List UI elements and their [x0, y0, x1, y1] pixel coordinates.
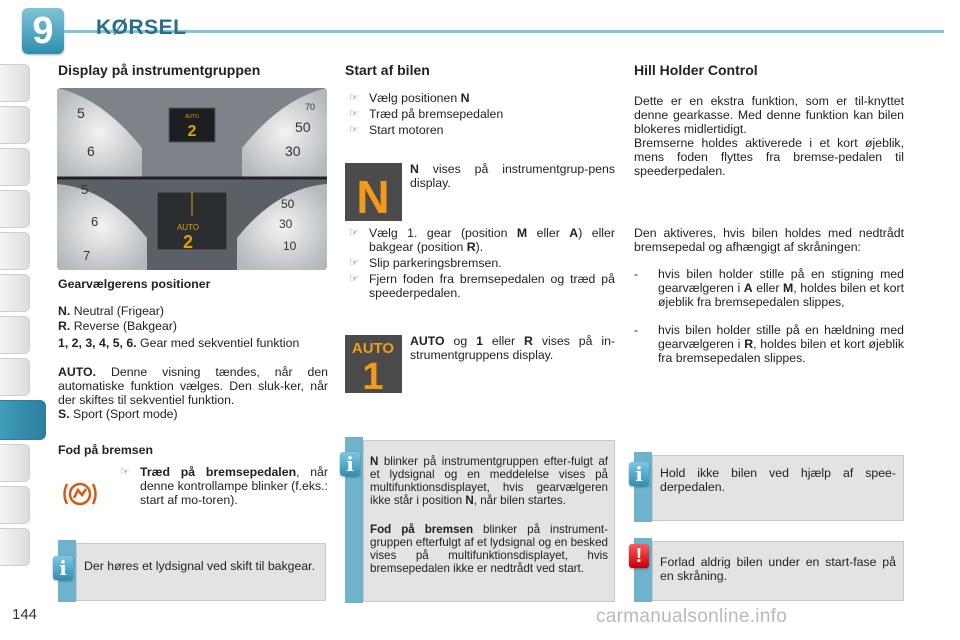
gauge-top-auto-label: AUTO: [185, 114, 199, 120]
start-step-1: [345, 91, 615, 105]
tick-6: 6: [87, 143, 95, 159]
start-step-4: [345, 226, 615, 254]
instrument-cluster-illustration: [57, 88, 327, 270]
pointer-hand-icon: ☞: [120, 466, 130, 478]
info-start-p1: [370, 455, 608, 507]
position-desc: Gear med sekventiel funktion: [140, 336, 300, 350]
warning-hill-text: Forlad aldrig bilen under en start-fase på en skråning.: [660, 555, 896, 583]
pointer-hand-icon: ☞: [349, 273, 359, 285]
position-desc: Reverse (Bakgear): [73, 319, 177, 333]
info-start-p2: [370, 523, 608, 575]
position-desc: Neutral (Frigear): [73, 304, 164, 318]
dash-text-a: hvis bilen holder stille på en hældning med gearvælgeren i: [658, 323, 904, 351]
auto-text-2: eller: [482, 334, 525, 348]
r-bold: R: [524, 334, 533, 348]
position-key: S.: [58, 407, 70, 421]
position-n: [58, 305, 328, 319]
section-title-hill-holder: Hill Holder Control: [634, 62, 758, 78]
side-tab-1[interactable]: [0, 64, 30, 102]
hill-holder-dash-2: [634, 324, 904, 365]
n-icon-letter: N: [356, 171, 390, 221]
dash-bold-r: R: [744, 336, 754, 351]
side-tab-11[interactable]: [0, 486, 30, 524]
dash-text-b: eller: [752, 280, 784, 295]
position-sequential: [58, 337, 328, 351]
brake-bullet-bold: Træd på bremsepedalen: [140, 465, 297, 479]
info-icon: i: [53, 556, 73, 580]
dash-text-c: , holdes bilen et kort øjeblik fra bremsepedalen slippes,: [658, 280, 904, 309]
info-p2-text: blinker på instrument-gruppen efterfulgt af et lydsignal og en besked vises på multifunktionsdisplayet, hvis bremsepedalen ikke er nedtrådt ved start.: [370, 523, 608, 575]
instrument-cluster-image: [57, 88, 327, 270]
position-key: 1, 2, 3, 4, 5, 6.: [58, 336, 137, 350]
dash-glyph: -: [634, 267, 639, 281]
tick-5b: 5: [81, 182, 89, 197]
warning-icon: !: [629, 544, 649, 568]
auto-text-1: og: [444, 334, 477, 348]
auto-icon-label: AUTO: [351, 340, 395, 357]
info-n-bold-2: N: [465, 494, 474, 507]
info-reverse-text: Der høres et lydsignal ved skift til bakgear.: [84, 559, 316, 573]
tick-70: 70: [305, 102, 316, 112]
brake-warning-icon: [60, 478, 100, 510]
step-text: Slip parkeringsbremsen.: [369, 256, 502, 270]
start-step-5: [345, 256, 615, 270]
hill-holder-p1: Dette er en ekstra funktion, som er til-knyttet denne gearkasse. Med denne funktion kan bilen blokeres midlertidigt.: [634, 94, 904, 136]
info-p1-end: , når bilen startes.: [473, 494, 566, 507]
tick-50: 50: [295, 119, 311, 135]
gauge-top-gear-value: 2: [187, 123, 197, 140]
brake-section-title: Fod på bremsen: [58, 443, 153, 457]
step-text-d: ).: [475, 240, 484, 254]
brake-bullet: [116, 465, 328, 507]
pointer-hand-icon: ☞: [349, 257, 359, 269]
gauge-bottom-auto-label: AUTO: [176, 223, 200, 232]
position-desc: Sport (Sport mode): [73, 407, 178, 421]
step-text: Start motoren: [369, 123, 444, 137]
info-brake-bold: Fod på bremsen: [370, 523, 474, 536]
pointer-hand-icon: ☞: [349, 108, 359, 120]
info-icon: i: [340, 452, 360, 476]
position-desc: Denne visning tændes, når den automatiske funktion vælges. Den sluk-ker, når der skiftes til sekventiel funktion.: [58, 365, 329, 407]
tick-10b: 10: [283, 239, 297, 253]
info-p1-text: blinker på instrumentgruppen efter-fulgt af et lydsignal og en meddelelse vises på multifunktionsdisplayet, hvis gearvælgeren ikke står i position: [370, 455, 608, 507]
dash-bold-m: M: [783, 280, 794, 295]
start-step-6: [345, 272, 615, 300]
position-s: [58, 408, 328, 422]
chapter-badge: 9: [22, 8, 64, 54]
step-bold-r: R: [466, 240, 476, 254]
side-tab-5[interactable]: [0, 232, 30, 270]
tick-5: 5: [77, 105, 85, 121]
start-step-3: [345, 123, 615, 137]
hill-holder-dash-1: [634, 268, 904, 309]
gear-positions-subtitle: Gearvælgerens positioner: [58, 277, 211, 291]
side-tab-12[interactable]: [0, 528, 30, 566]
step-text-a: Vælg 1. gear (position: [369, 226, 517, 240]
info-icon: i: [629, 462, 649, 486]
section-title-display: Display på instrumentgruppen: [58, 62, 261, 78]
hill-holder-p2: Bremserne holdes aktiverede i et kort øjeblik, mens foden flyttes fra bremse-pedalen til speederpedalen.: [634, 136, 904, 178]
auto1-display-icon: [345, 335, 402, 393]
one-bold: 1: [476, 334, 483, 348]
pointer-hand-icon: ☞: [349, 124, 359, 136]
side-tab-3[interactable]: [0, 148, 30, 186]
step-text: Træd på bremsepedalen: [369, 107, 504, 121]
dash-glyph: -: [634, 323, 639, 337]
side-tab-10[interactable]: [0, 444, 30, 482]
position-key: N.: [58, 304, 71, 318]
gauge-bottom-gear-value: 2: [182, 232, 194, 252]
tick-7b: 7: [83, 248, 91, 263]
position-key: AUTO.: [58, 365, 97, 379]
n-display-icon: [345, 163, 402, 221]
side-tab-7[interactable]: [0, 316, 30, 354]
side-tab-6[interactable]: [0, 274, 30, 312]
info-hill-text: Hold ikke bilen ved hjælp af spee-derpedalen.: [660, 466, 896, 494]
section-title-start: Start af bilen: [345, 62, 430, 78]
side-tab-9-active[interactable]: [0, 400, 46, 440]
position-key: R.: [58, 319, 71, 333]
n-bold: N: [410, 162, 419, 176]
dash-text-b: , holdes bilen et kort øjeblik fra bremsepedalen slippes.: [658, 336, 904, 365]
step-text-b: eller: [527, 226, 570, 240]
tick-30: 30: [285, 143, 301, 159]
auto-text-3: vises på in-strumentgruppens display.: [410, 334, 615, 362]
side-tab-2[interactable]: [0, 106, 30, 144]
header-divider: [64, 30, 944, 33]
info-n-bold: N: [370, 455, 379, 468]
position-auto: [58, 366, 328, 407]
tick-50b: 50: [281, 197, 295, 211]
dash-bold-a: A: [743, 280, 753, 295]
tick-30b: 30: [279, 217, 293, 231]
brake-bullet-text: , når denne kontrollampe blinker (f.eks.: start af mo-toren).: [140, 465, 328, 507]
auto1-display-text: [410, 335, 615, 363]
chapter-title: KØRSEL: [96, 16, 187, 39]
watermark: carmanualsonline.info: [596, 606, 788, 627]
step-text-c: ) eller bakgear (position: [369, 226, 615, 254]
n-display-text: [410, 163, 615, 191]
tick-6b: 6: [91, 214, 99, 229]
auto-icon-number: 1: [362, 356, 384, 393]
pointer-hand-icon: ☞: [349, 92, 359, 104]
page-number: 144: [12, 606, 38, 623]
position-r: [58, 320, 328, 334]
step-text: Fjern foden fra bremsepedalen og træd på speederpedalen.: [369, 272, 615, 300]
step-bold-m: M: [516, 226, 528, 240]
side-tab-8[interactable]: [0, 358, 30, 396]
pointer-hand-icon: ☞: [349, 227, 359, 239]
step-bold-a: A: [569, 226, 579, 240]
n-rest: vises på instrumentgrup-pens display.: [410, 162, 615, 190]
step-bold: N: [460, 91, 470, 105]
step-text: Vælg positionen: [369, 91, 461, 105]
side-tab-4[interactable]: [0, 190, 30, 228]
start-step-2: [345, 107, 615, 121]
dash-text-a: hvis bilen holder stille på en stigning med gearvælgeren i: [658, 267, 904, 295]
hill-holder-p3: Den aktiveres, hvis bilen holdes med nedtrådt bremsepedal og afhængigt af skråningen:: [634, 226, 904, 254]
auto-bold: AUTO: [410, 334, 445, 348]
